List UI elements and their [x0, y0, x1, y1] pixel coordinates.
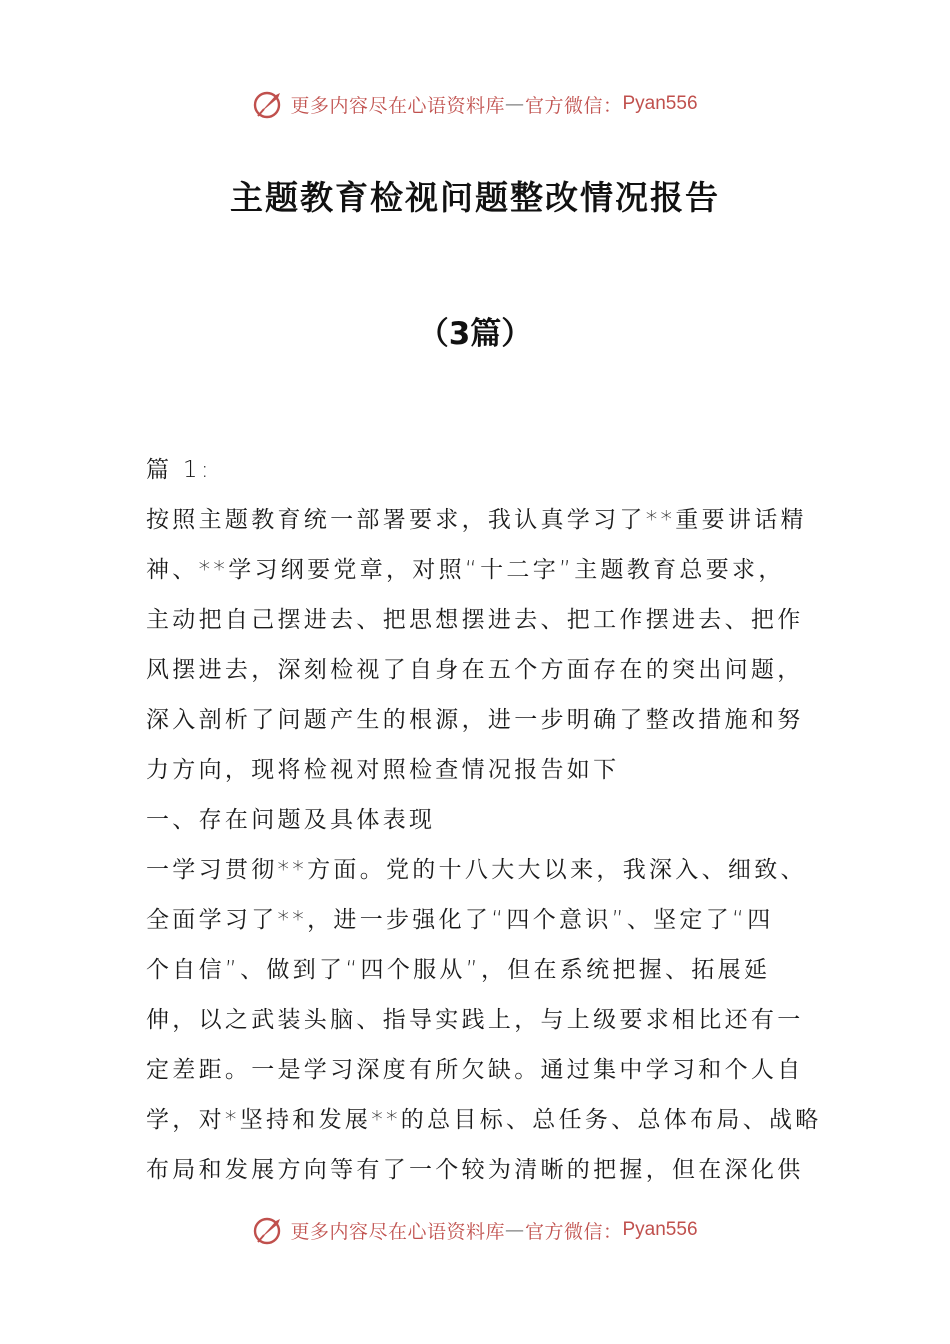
watermark-separator: —: [504, 1219, 525, 1241]
body-line: 力方向，现将检视对照检查情况报告如下: [146, 757, 620, 783]
document-title: 主题教育检视问题整改情况报告: [230, 178, 720, 217]
body-line: 定差距。一是学习深度有所欠缺。通过集中学习和个人自: [146, 1057, 804, 1083]
body-line: 按照主题教育统一部署要求，我认真学习了**重要讲话精: [146, 507, 807, 533]
body-line: 一学习贯彻**方面。党的十八大大以来，我深入、细致、: [146, 857, 807, 883]
watermark-wechat-label: 官方微信：: [524, 94, 623, 117]
body-line: 布局和发展方向等有了一个较为清晰的把握，但在深化供: [146, 1157, 804, 1183]
body-line: 神、**学习纲要党章，对照“十二字”主题教育总要求，: [146, 557, 785, 583]
watermark-text: 更多内容尽在心语资料库: [290, 94, 505, 117]
quill-logo-icon: [252, 87, 286, 121]
watermark-separator: —: [504, 93, 525, 115]
body-line: 个自信”、做到了“四个服从”，但在系统把握、拓展延: [146, 957, 771, 983]
body-line: 一、存在问题及具体表现: [146, 807, 436, 833]
document-body: [146, 445, 822, 1195]
body-line: 学，对*坚持和发展**的总目标、总任务、总体布局、战略: [146, 1107, 822, 1133]
watermark-wechat-label: 官方微信：: [524, 1220, 623, 1243]
body-line: 全面学习了**，进一步强化了“四个意识”、坚定了“四: [146, 907, 774, 933]
body-line: 伸，以之武装头脑、指导实践上，与上级要求相比还有一: [146, 1007, 804, 1033]
watermark-banner-top: [0, 84, 950, 124]
document-subtitle: （3篇）: [417, 316, 533, 352]
watermark-wechat-id: Pyan556: [622, 1219, 698, 1240]
body-line: 深入剖析了问题产生的根源，进一步明确了整改措施和努: [146, 707, 804, 733]
body-line: 主动把自己摆进去、把思想摆进去、把工作摆进去、把作: [146, 607, 804, 633]
watermark-wechat-id: Pyan556: [622, 93, 698, 114]
quill-logo-icon: [252, 1213, 286, 1247]
watermark-banner-bottom: [0, 1210, 950, 1250]
body-line: 风摆进去，深刻检视了自身在五个方面存在的突出问题，: [146, 657, 804, 683]
watermark-text: 更多内容尽在心语资料库: [290, 1220, 505, 1243]
body-line: 篇 1:: [146, 457, 212, 483]
